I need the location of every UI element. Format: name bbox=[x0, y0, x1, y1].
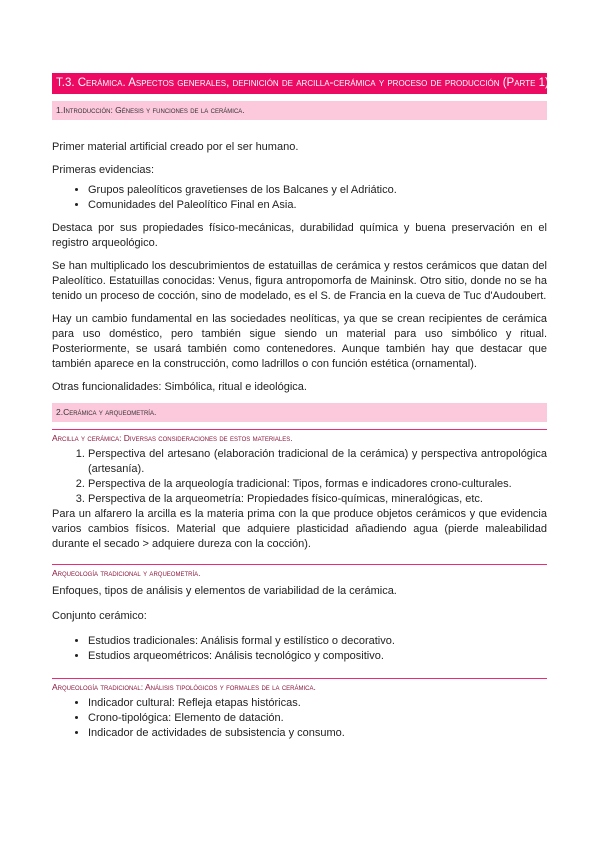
list-item: • Indicador cultural: Refleja etapas históricas. bbox=[88, 696, 547, 711]
subsection-heading: Arqueología tradicional y arqueometría. bbox=[52, 564, 547, 578]
document-page bbox=[52, 73, 553, 741]
paragraph: Se han multiplicado los descubrimientos de estatuillas de cerámica y restos cerámicos que datan del Paleolítico. Estatuillas conocidas: Venus, figura antropomorfa de Maininsk. Otro sitio, donde no se ha tenido un proceso de cocción, sino de modelado, es el S. de Francia en la cueva de Tuc d'Audoubert. bbox=[52, 260, 547, 302]
list-item: 3. Perspectiva de la arqueometría: Propiedades físico-químicas, mineralógicas, etc. bbox=[88, 492, 547, 507]
paragraph: Enfoques, tipos de análisis y elementos de variabilidad de la cerámica. bbox=[52, 585, 397, 597]
document-title: T.3. Cerámica. Aspectos generales, definición de arcilla-cerámica y proceso de producción (Parte 1). bbox=[52, 73, 547, 94]
paragraph: Conjunto cerámico: bbox=[52, 610, 147, 622]
paragraph: Destaca por sus propiedades físico-mecánicas, durabilidad química y buena preservación en el registro arqueológico. bbox=[52, 222, 547, 249]
list-item: • Grupos paleolíticos gravetienses de los Balcanes y el Adriático. bbox=[88, 183, 547, 198]
list-item: • Estudios tradicionales: Análisis formal y estilístico o decorativo. bbox=[88, 634, 547, 649]
numbered-list bbox=[52, 447, 547, 507]
paragraph: Para un alfarero la arcilla es la materia prima con la que produce objetos cerámicos y que evidencia varios cambios físicos. Material que adquiere plasticidad añadiendo agua (pierde maleabilidad durante el secado > adquiere dureza con la cocción). bbox=[52, 508, 547, 550]
subsection-heading: Arcilla y cerámica: Diversas consideraciones de estos materiales. bbox=[52, 429, 547, 443]
section-heading: 1.Introducción: Génesis y funciones de la cerámica. bbox=[52, 101, 547, 120]
paragraph: Otras funcionalidades: Simbólica, ritual e ideológica. bbox=[52, 381, 307, 393]
list-item: • Indicador de actividades de subsistencia y consumo. bbox=[88, 726, 547, 741]
list-item: • Comunidades del Paleolítico Final en Asia. bbox=[88, 198, 547, 213]
subsection-heading: Arqueología tradicional: Análisis tipológicos y formales de la cerámica. bbox=[52, 678, 547, 692]
list-item: 1. Perspectiva del artesano (elaboración tradicional de la cerámica) y perspectiva antropológica (artesanía). bbox=[88, 447, 547, 477]
bullet-list bbox=[52, 696, 547, 741]
list-item: • Estudios arqueométricos: Análisis tecnológico y compositivo. bbox=[88, 649, 547, 664]
bullet-list bbox=[52, 183, 547, 213]
section-heading: 2.Cerámica y arqueometría. bbox=[52, 403, 547, 422]
list-item: 2. Perspectiva de la arqueología tradicional: Tipos, formas e indicadores crono-culturales. bbox=[88, 477, 547, 492]
bullet-list bbox=[52, 634, 547, 664]
list-item: • Crono-tipológica: Elemento de datación. bbox=[88, 711, 547, 726]
paragraph: Primer material artificial creado por el ser humano. bbox=[52, 141, 299, 153]
paragraph: Primeras evidencias: bbox=[52, 164, 155, 176]
paragraph: Hay un cambio fundamental en las sociedades neolíticas, ya que se crean recipientes de cerámica para uso doméstico, pero también sigue siendo un material para uso simbólico y ritual. Posteriormente, se usará también como contenedores. Aunque también hay que destacar que también aparece en la construcción, como ladrillos o con función estética (ornamental). bbox=[52, 313, 547, 370]
